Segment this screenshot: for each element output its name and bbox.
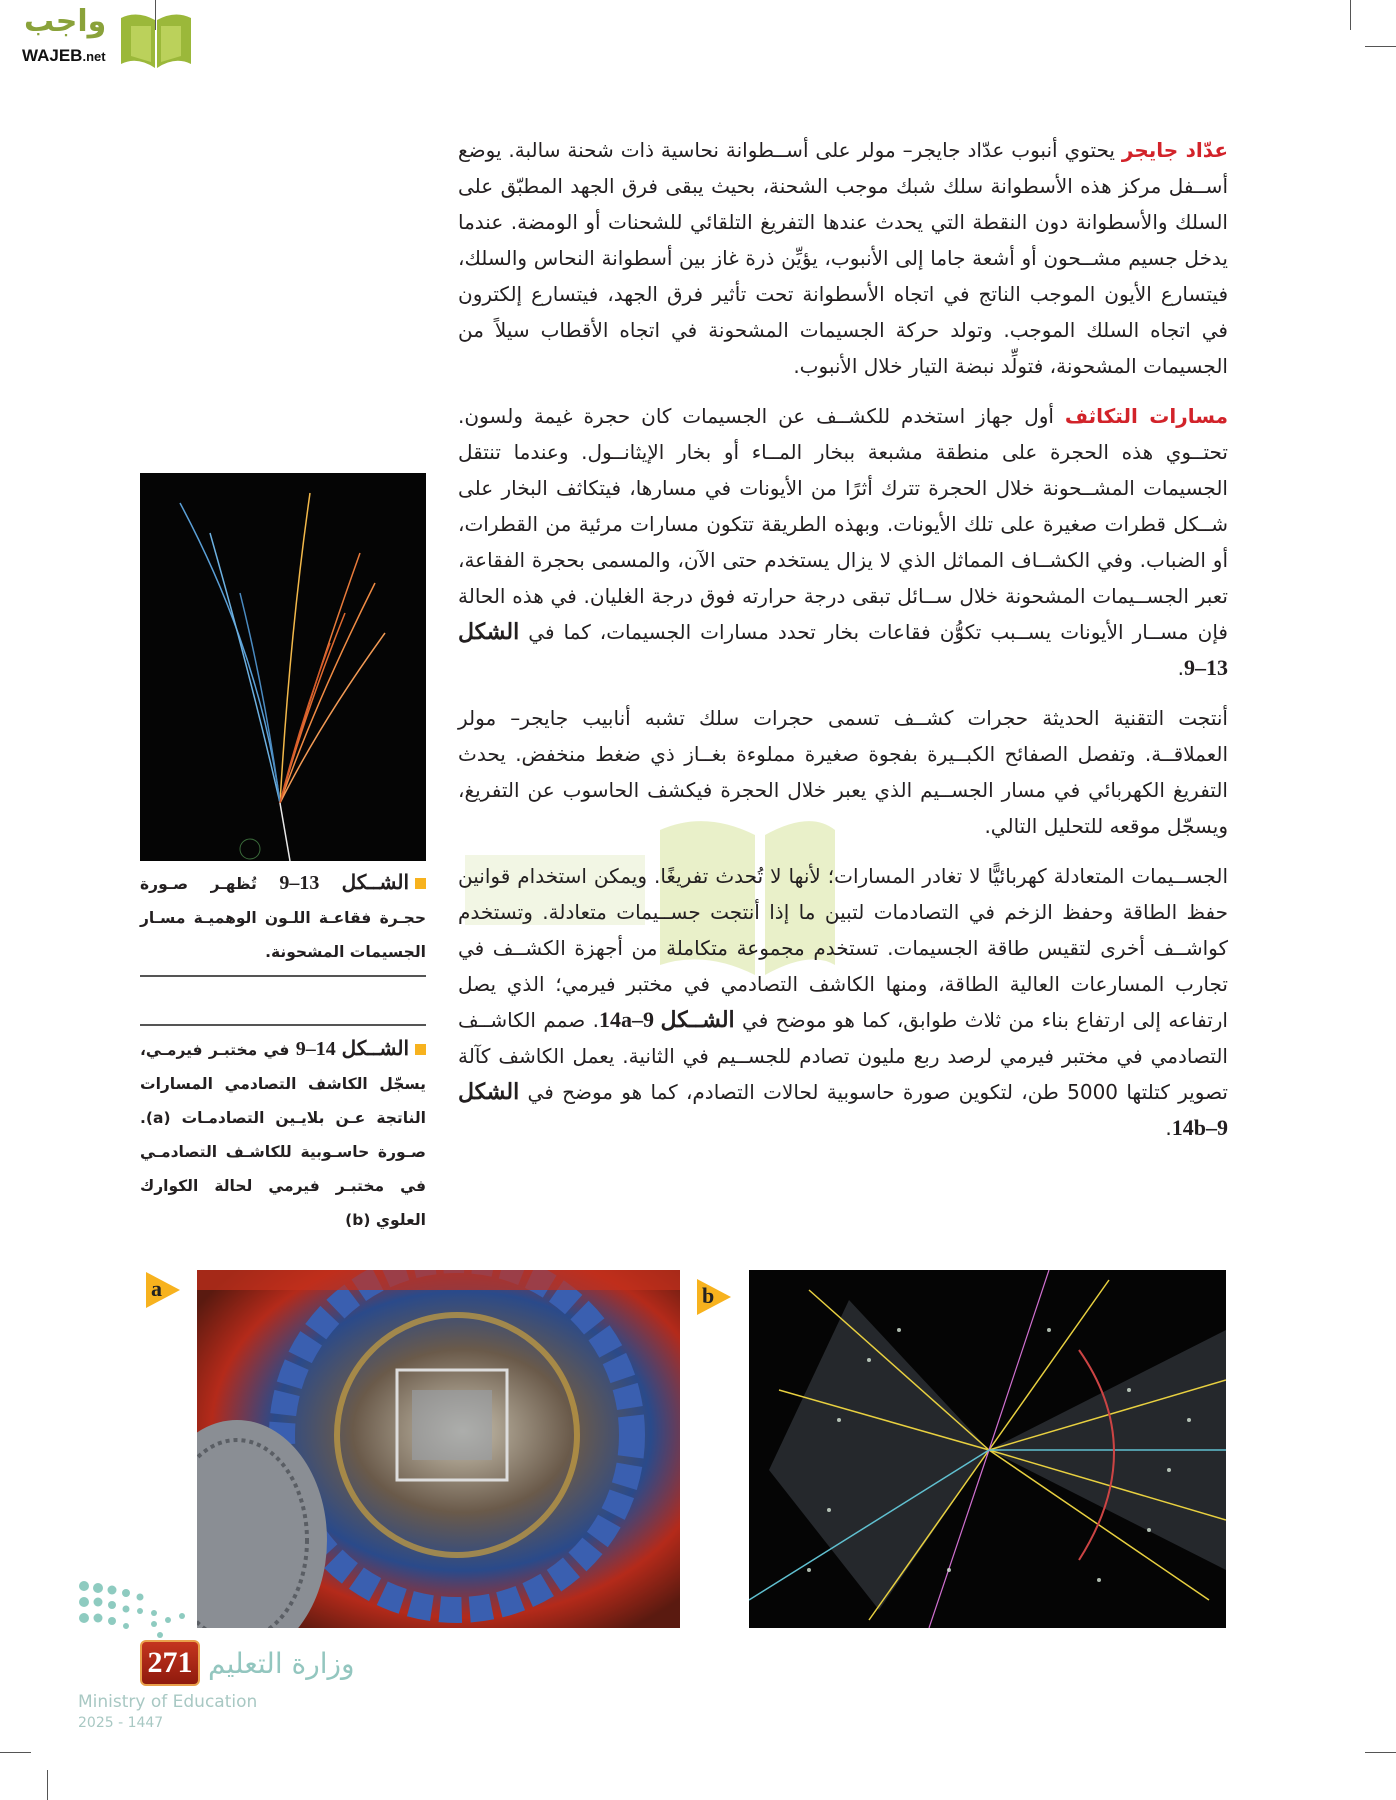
crop-mark [0,1752,31,1753]
paragraph-text: أول جهاز استخدم للكشــف عن الجسيمات كان حجرة غيمة ولسون. تحتــوي هذه الحجرة على منطقة مشبعة ببخار المــاء أو بخار الإيثانــول. وعندما تنتقل الجسيمات المشــحونة خلال الحجرة تترك أثرًا من الأيونات في مسارها، فيتكاثف البخار على شــكل قطرات صغيرة على تلك الأيونات. وبهذه الطريقة تتكون مسارات مرئية من القطرات، أو الضباب. وفي الكشــاف المماثل الذي لا يزال يستخدم حتى الآن، والمسمى بحجرة الفقاعة، تعبر الجســيمات المشحونة خلال ســائل تبقى درجة حرارته فوق درجة الغليان. في هذه الحالة فإن مســار الأيونات يســبب تكوُّن فقاعات بخار تحدد مسارات الجسيمات، كما في [458,404,1228,644]
collider-detector-photo [197,1270,680,1628]
caption-number: الشــكل 13–9 [279,872,410,894]
figure-14-caption [140,1032,426,1237]
paragraph-wire-chambers [458,700,1228,844]
page-number-badge: 271 [140,1640,200,1686]
figure-reference: الشكل 14b–9 [458,1079,1228,1140]
figure-label-a: a [146,1272,180,1308]
caption-number: الشــكل 14–9 [295,1038,409,1060]
crop-mark [1350,0,1351,30]
paragraph-geiger-counter [458,132,1228,384]
term-geiger-counter: عدّاد جايجر [1121,138,1229,162]
bullet-square-icon [415,1044,426,1055]
wajeb-logo[interactable] [10,6,190,70]
bullet-square-icon [415,878,426,889]
figure-reference: الشكل 13–9 [458,619,1228,680]
figure-13-caption [140,866,426,969]
logo-english-text: WAJEB.net [22,46,106,65]
crop-mark [1365,46,1396,47]
crop-mark [47,1770,48,1800]
divider [140,1024,426,1026]
edition-year: 2025 - 1447 [78,1715,164,1731]
punctuation: . [1165,1116,1172,1140]
main-text-column [458,132,1228,1160]
paragraph-condensation-tracks [458,398,1228,686]
caption-text: تُظهـر صـورة حجـرة فقاعـة اللـون الوهميـة مسـار الجسيمات المشحونة. [140,875,426,961]
paragraph-text: الجســيمات المتعادلة كهربائيًّا لا تغادر المسارات؛ لأنها لا تُحدث تفريغًا. ويمكن استخدام قوانين حفظ الطاقة وحفظ الزخم في التصادمات لتبين ما إذا أنتجت جســيمات متعادلة. وتستخدم كواشــف أخرى لتقيس طاقة الجسيمات. تستخدم مجموعة متكاملة من أجهزة الكشــف في تجارب المسارعات العالية الطاقة، ومنها الكاشف التصادمي في مختبر فيرمي؛ الذي يصل ارتفاعه إلى ارتفاع بناء من ثلاث طوابق، كما هو موضح في [458,864,1228,1032]
ministry-logo-dots [78,1580,248,1640]
caption-column [140,866,426,1237]
paragraph-text: يحتوي أنبوب عدّاد جايجر– مولر على أســطوانة نحاسية ذات شحنة سالبة. يوضع أســفل مركز هذه الأسطوانة سلك شبك موجب الشحنة، بحيث يبقى فرق الجهد المطبّق على السلك والأسطوانة دون النقطة التي يحدث عندها التفريغ التلقائي للشحنات أو الومضة. عندما يدخل جسيم مشــحون أو أشعة جاما إلى الأنبوب، يؤيِّن ذرة غاز بين أسطوانة النحاس والسلك، فيتسارع الأيون الموجب الناتج في اتجاه الأسطوانة تحت تأثير فرق الجهد، فيتسارع إلكترون في اتجاه السلك الموجب. وتولد حركة الجسيمات المشحونة في اتجاه الأقطاب سيلاً من الجسيمات المشحونة، فتولِّد نبضة التيار خلال الأنبوب. [458,138,1228,378]
ministry-name-arabic: وزارة التعليم [208,1647,355,1680]
ministry-name-english: Ministry of Education [78,1692,258,1712]
collision-event-display [749,1270,1226,1628]
figure-reference: الشــكل 14a–9 [598,1007,735,1032]
paragraph-neutral-particles [458,858,1228,1146]
term-condensation-tracks: مسارات التكاثف [1064,404,1228,428]
paragraph-text: . صمم الكاشــف التصادمي في مختبر فيرمي لرصد ربع مليون تصادم للجســيم في الثانية. يعمل الكاشف كآلة تصوير كتلتها 5000 طن، لتكوين صورة حاسوبية لحالات التصادم، كما هو موضح في [458,1008,1228,1104]
logo-arabic-text: واجب [24,4,107,39]
book-icon [115,10,197,70]
figure-label-b: b [697,1279,731,1315]
paragraph-text: أنتجت التقنية الحديثة حجرات كشــف تسمى حجرات سلك تشبه أنابيب جايجر– مولر العملاقــة. وتفصل الصفائح الكبــيرة بفجوة صغيرة مملوءة بغــاز ذي ضغط منخفض. يحدث التفريغ الكهربائي في مسار الجســيم الذي يعبر خلال الحجرة فيكشف الحاسوب عن التفريغ، ويسجّل موقعه للتحليل التالي. [458,706,1228,838]
caption-text: في مختبـر فيرمـي، يسجّل الكاشف التصادمي المسارات الناتجة عـن بلايـين التصادمـات (a). صـورة حاسـوبية للكاشـف التصادمـي في مختبـر فيرمي لحالة الكوارك العلوي (b) [140,1041,426,1229]
punctuation: . [1177,656,1184,680]
crop-mark [1365,1752,1396,1753]
bubble-chamber-image [140,473,426,861]
divider [140,975,426,977]
